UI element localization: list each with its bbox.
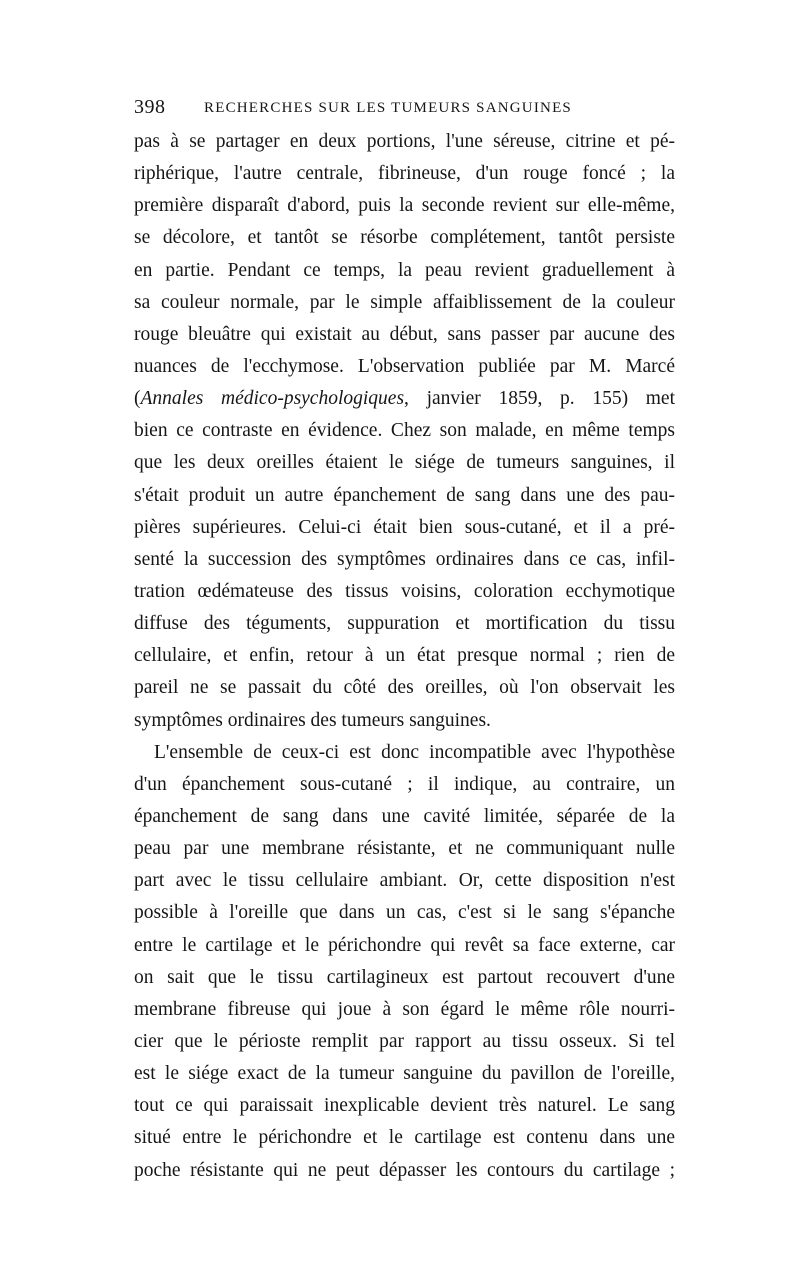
text-line: senté la succession des symptômes ordinaires dans ce cas, infil- <box>134 548 675 570</box>
page-number: 398 <box>134 96 166 118</box>
text-line: possible à l'oreille que dans un cas, c'est si le sang s'épanche <box>134 902 675 924</box>
text-line: bien ce contraste en évidence. Chez son malade, en même temps <box>134 420 675 442</box>
text-line: cier que le périoste remplit par rapport au tissu osseux. Si tel <box>134 1030 675 1052</box>
text-line: tration œdémateuse des tissus voisins, coloration ecchymotique <box>134 580 675 602</box>
text-line: riphérique, l'autre centrale, fibrineuse, d'un rouge foncé ; la <box>134 163 675 185</box>
text-line: diffuse des téguments, suppuration et mortification du tissu <box>134 613 675 635</box>
text-line: peau par une membrane résistante, et ne communiquant nulle <box>134 838 675 860</box>
citation-rest: , janvier 1859, p. 155) met <box>404 388 675 410</box>
text-line: s'était produit un autre épanchement de sang dans une des pau- <box>134 484 675 506</box>
text-line: entre le cartilage et le périchondre qui revêt sa face externe, car <box>134 934 675 956</box>
text-line: pas à se partager en deux portions, l'une séreuse, citrine et pé- <box>134 131 675 152</box>
text-line: symptômes ordinaires des tumeurs sanguines. <box>134 709 491 731</box>
text-line: situé entre le périchondre et le cartilage est contenu dans une <box>134 1127 675 1149</box>
text-line: sa couleur normale, par le simple affaiblissement de la couleur <box>134 291 675 313</box>
text-line: nuances de l'ecchymose. L'observation publiée par M. Marcé <box>134 355 675 377</box>
running-title: RECHERCHES SUR LES TUMEURS SANGUINES <box>204 100 572 116</box>
paragraph-start-line: L'ensemble de ceux-ci est donc incompatible avec l'hypothèse <box>154 741 675 763</box>
text-line: est le siége exact de la tumeur sanguine du pavillon de l'oreille, <box>134 1063 675 1085</box>
text-line: d'un épanchement sous-cutané ; il indique, au contraire, un <box>134 773 675 795</box>
text-line: pières supérieures. Celui-ci était bien sous-cutané, et il a pré- <box>134 516 675 538</box>
text-line-citation <box>134 383 675 415</box>
text-line: en partie. Pendant ce temps, la peau revient graduellement à <box>134 259 675 281</box>
text-line: rouge bleuâtre qui existait au début, sans passer par aucune des <box>134 323 675 345</box>
text-line: se décolore, et tantôt se résorbe complétement, tantôt persiste <box>134 227 675 249</box>
text-line: membrane fibreuse qui joue à son égard le même rôle nourri- <box>134 998 675 1020</box>
text-line: première disparaît d'abord, puis la seconde revient sur elle-même, <box>134 195 675 217</box>
citation-open: ( <box>134 388 141 410</box>
text-line: tout ce qui paraissait inexplicable devient très naturel. Le sang <box>134 1095 675 1117</box>
running-head <box>134 93 674 121</box>
text-line: part avec le tissu cellulaire ambiant. Or, cette disposition n'est <box>134 870 675 892</box>
journal-title: Annales médico-psychologiques <box>140 388 405 410</box>
text-line: pareil ne se passait du côté des oreilles, où l'on observait les <box>134 677 675 699</box>
text-line: poche résistante qui ne peut dépasser les contours du cartilage ; <box>134 1159 675 1181</box>
text-line: que les deux oreilles étaient le siége de tumeurs sanguines, il <box>134 452 675 474</box>
text-line: cellulaire, et enfin, retour à un état presque normal ; rien de <box>134 645 675 667</box>
text-line: on sait que le tissu cartilagineux est partout recouvert d'une <box>134 966 675 988</box>
body-text <box>134 126 675 1187</box>
text-line: épanchement de sang dans une cavité limitée, séparée de la <box>134 805 675 827</box>
